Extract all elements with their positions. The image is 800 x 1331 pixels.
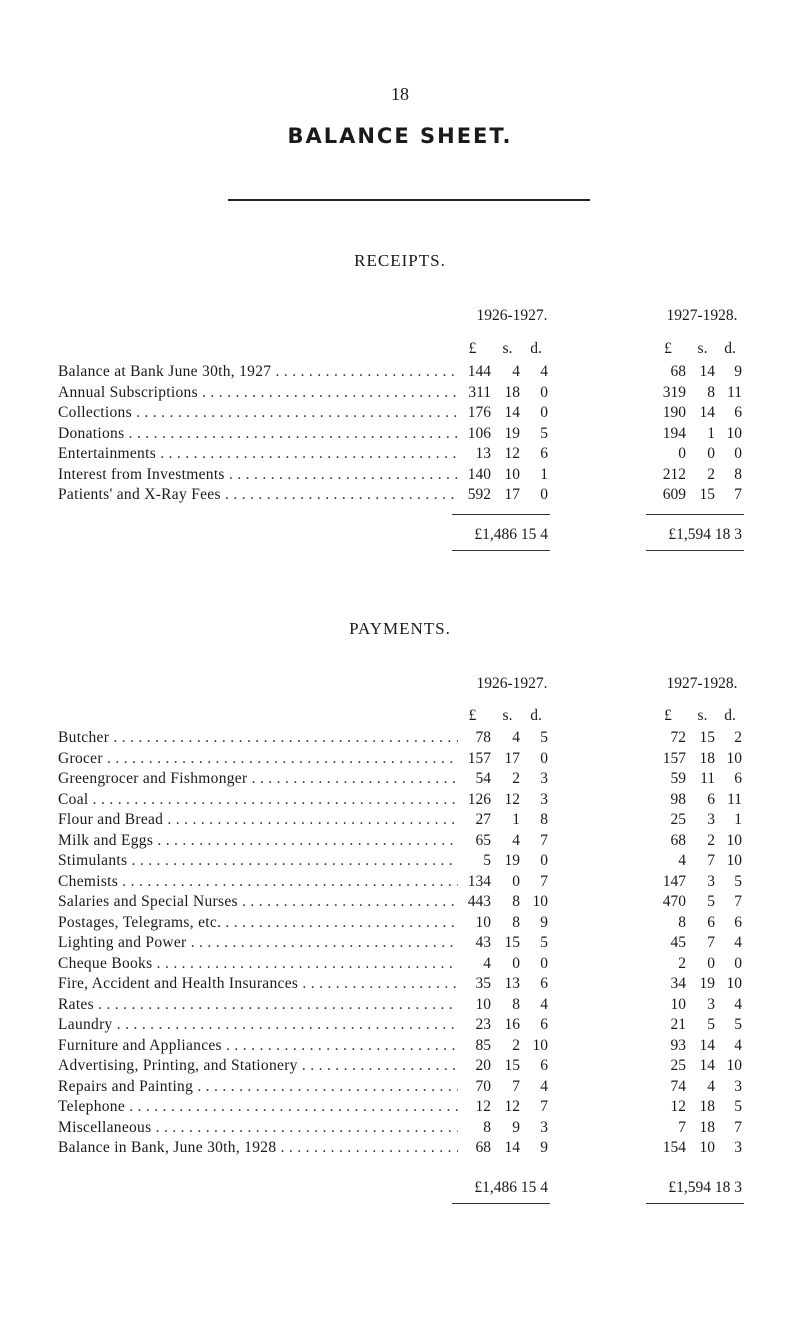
amount-1927-pounds: 190 (662, 404, 686, 421)
row-label: Cheque Books . . . (58, 954, 458, 975)
unit-pounds: £ (664, 340, 672, 357)
amount-1926-shillings: 8 (512, 913, 520, 931)
receipts-year1: 1926-1927. (476, 307, 548, 324)
amount-1927-shillings: 1 (707, 424, 715, 442)
amount-1926-pounds: 85 (475, 1036, 491, 1054)
amount-1927-pounds: 12 (670, 1098, 686, 1115)
amount-1927-pounds: 10 (670, 995, 686, 1013)
page-number: 18 (391, 84, 409, 104)
amount-1927-pounds: 45 (670, 934, 686, 951)
table-row (0, 1097, 800, 1118)
amount-1926-pounds: 10 (475, 995, 491, 1013)
amount-1926-pence: 0 (540, 404, 548, 421)
amount-1926-shillings: 8 (512, 995, 520, 1013)
unit-shillings: s. (502, 707, 513, 724)
amount-1926-pence: 10 (532, 1036, 548, 1054)
amount-1926-pounds: 13 (475, 445, 491, 462)
amount-1927-pounds: 4 (678, 852, 686, 869)
amount-1927-pounds: 21 (670, 1016, 686, 1033)
unit-pence: d. (724, 707, 736, 724)
amount-1926-pence: 0 (540, 954, 548, 972)
table-row (0, 362, 800, 383)
amount-1927-shillings: 3 (707, 872, 715, 890)
amount-1927-pounds: 7 (678, 1118, 686, 1136)
amount-1926-pounds: 20 (475, 1057, 491, 1074)
amount-1926-shillings: 13 (504, 975, 520, 992)
amount-1927-shillings: 2 (707, 465, 715, 483)
amount-1927-pounds: 25 (670, 811, 686, 828)
row-label: Milk and Eggs . . . (58, 831, 458, 852)
table-row (0, 913, 800, 934)
amount-1926-shillings: 12 (504, 1098, 520, 1115)
table-row (0, 810, 800, 831)
row-label: Fire, Accident and Health Insurances . . . (58, 974, 458, 995)
amount-1926-pence: 6 (540, 445, 548, 462)
amount-1926-pence: 10 (532, 893, 548, 910)
receipts-rows (0, 362, 800, 506)
amount-1926-pence: 5 (540, 729, 548, 746)
table-row (0, 383, 800, 404)
amount-1926-pounds: 134 (467, 872, 491, 890)
row-label: Repairs and Painting . . . (58, 1077, 458, 1098)
unit-shillings: s. (697, 340, 708, 357)
amount-1926-pence: 3 (540, 770, 548, 787)
unit-pounds: £ (468, 340, 477, 357)
unit-pence: d. (530, 707, 542, 724)
receipts-units-header (0, 338, 800, 360)
amount-1926-pence: 6 (540, 1016, 548, 1033)
unit-shillings: s. (502, 340, 513, 357)
amount-1927-shillings: 3 (707, 995, 715, 1013)
row-label: Interest from Investments . . . (58, 465, 458, 486)
amount-1927-shillings: 6 (707, 913, 715, 931)
amount-1926-pounds: 157 (467, 749, 491, 767)
amount-1926-pence: 7 (540, 872, 548, 890)
amount-1926-shillings: 4 (512, 729, 520, 746)
amount-1926-pounds: 106 (467, 424, 491, 442)
receipts-total-rule (452, 550, 550, 551)
amount-1927-shillings: 7 (707, 852, 715, 869)
table-row (0, 1138, 800, 1159)
table-row (0, 465, 800, 486)
amount-1926-pence: 0 (540, 383, 548, 401)
amount-1926-pounds: 54 (475, 770, 491, 787)
amount-1927-shillings: 18 (699, 1098, 715, 1115)
amount-1927-pounds: 154 (662, 1139, 686, 1156)
table-row (0, 749, 800, 770)
amount-1927-pounds: 194 (662, 424, 686, 442)
receipts-year2: 1927-1928. (666, 307, 738, 324)
amount-1927-pounds: 0 (678, 445, 686, 462)
unit-pence: d. (724, 340, 736, 357)
amount-1926-pence: 5 (540, 424, 548, 442)
amount-1927-pence: 6 (734, 770, 742, 787)
row-label: Furniture and Appliances . . . (58, 1036, 458, 1057)
amount-1927-pence: 6 (734, 404, 742, 421)
row-label: Greengrocer and Fishmonger . . . (58, 769, 458, 790)
amount-1926-shillings: 16 (504, 1016, 520, 1033)
amount-1927-shillings: 10 (699, 1139, 715, 1156)
amount-1927-pence: 5 (734, 1016, 742, 1033)
amount-1927-pounds: 93 (670, 1036, 686, 1054)
row-label: Entertainments . . . (58, 444, 458, 465)
amount-1926-pence: 3 (540, 1118, 548, 1136)
amount-1926-pounds: 176 (467, 404, 491, 421)
row-label: Laundry . . . (58, 1015, 458, 1036)
unit-pounds: £ (664, 707, 672, 724)
table-row (0, 974, 800, 995)
amount-1927-shillings: 6 (707, 790, 715, 808)
table-row (0, 1118, 800, 1139)
amount-1926-pounds: 4 (483, 954, 491, 972)
row-label: Donations . . . (58, 424, 458, 445)
amount-1926-pounds: 10 (475, 913, 491, 931)
page-title: BALANCE SHEET. (287, 124, 513, 148)
payments-heading: PAYMENTS. (349, 619, 451, 638)
table-row (0, 954, 800, 975)
row-label: Butcher . . . (58, 728, 458, 749)
amount-1927-shillings: 15 (699, 729, 715, 746)
amount-1927-shillings: 0 (707, 954, 715, 972)
amount-1927-shillings: 14 (699, 404, 715, 421)
amount-1926-shillings: 15 (504, 934, 520, 951)
amount-1926-pence: 6 (540, 975, 548, 992)
amount-1926-pounds: 311 (468, 383, 491, 401)
amount-1926-shillings: 4 (512, 831, 520, 849)
amount-1926-shillings: 7 (512, 1077, 520, 1095)
amount-1927-pence: 11 (727, 790, 742, 808)
unit-pounds: £ (468, 707, 477, 724)
amount-1926-pence: 4 (540, 363, 548, 380)
amount-1926-pence: 3 (540, 790, 548, 808)
row-label: Rates . . . (58, 995, 458, 1016)
amount-1926-pounds: 8 (483, 1118, 491, 1136)
amount-1927-pounds: 212 (662, 465, 686, 483)
amount-1927-pence: 7 (734, 893, 742, 910)
table-row (0, 728, 800, 749)
amount-1926-pence: 7 (540, 831, 548, 849)
amount-1927-pounds: 98 (670, 790, 686, 808)
amount-1926-pounds: 23 (475, 1016, 491, 1033)
amount-1926-pence: 1 (540, 465, 548, 483)
amount-1927-pence: 10 (726, 975, 742, 992)
amount-1926-shillings: 0 (512, 872, 520, 890)
amount-1926-pence: 9 (540, 1139, 548, 1156)
table-row (0, 851, 800, 872)
title-rule (228, 199, 590, 201)
amount-1926-pence: 9 (540, 913, 548, 931)
amount-1927-shillings: 19 (699, 975, 715, 992)
amount-1927-pence: 9 (734, 363, 742, 380)
amount-1927-pence: 5 (734, 1098, 742, 1115)
amount-1927-pence: 5 (734, 872, 742, 890)
amount-1926-shillings: 17 (504, 749, 520, 767)
amount-1926-shillings: 2 (512, 770, 520, 787)
amount-1926-pounds: 65 (475, 831, 491, 849)
amount-1926-pounds: 5 (483, 852, 491, 869)
amount-1926-shillings: 4 (512, 363, 520, 380)
amount-1926-shillings: 12 (504, 790, 520, 808)
amount-1926-pounds: 78 (475, 729, 491, 746)
amount-1927-shillings: 18 (699, 749, 715, 767)
receipts-total-row (0, 524, 800, 546)
amount-1926-pounds: 70 (475, 1077, 491, 1095)
amount-1927-pounds: 25 (670, 1057, 686, 1074)
row-label: Salaries and Special Nurses . . . (58, 892, 458, 913)
amount-1927-shillings: 0 (707, 445, 715, 462)
row-label: Flour and Bread . . . (58, 810, 458, 831)
table-row (0, 995, 800, 1016)
amount-1926-shillings: 17 (504, 486, 520, 503)
amount-1926-shillings: 18 (504, 383, 520, 401)
amount-1927-pounds: 34 (670, 975, 686, 992)
payments-section (0, 673, 800, 1205)
receipts-total-rule (646, 550, 744, 551)
amount-1927-pounds: 74 (670, 1077, 686, 1095)
amount-1927-shillings: 8 (707, 383, 715, 401)
amount-1926-shillings: 12 (504, 445, 520, 462)
row-label: Stimulants . . . (58, 851, 458, 872)
amount-1926-pence: 0 (540, 486, 548, 503)
amount-1927-pounds: 59 (670, 770, 686, 787)
payments-year1: 1926-1927. (476, 675, 548, 692)
amount-1926-shillings: 10 (504, 465, 520, 483)
payments-total-rule (452, 1203, 550, 1204)
amount-1927-pounds: 147 (662, 872, 686, 890)
amount-1926-shillings: 14 (504, 404, 520, 421)
amount-1926-pence: 7 (540, 1098, 548, 1115)
payments-total-1926: £1,486 15 4 (474, 1178, 548, 1196)
receipts-total-1926: £1,486 15 4 (474, 525, 548, 543)
table-row (0, 1077, 800, 1098)
amount-1927-shillings: 14 (699, 1057, 715, 1074)
amount-1926-pounds: 592 (467, 486, 491, 503)
payments-year-header (0, 673, 800, 695)
receipts-sum-rule (452, 514, 550, 515)
row-label: Advertising, Printing, and Stationery . . . (58, 1056, 458, 1077)
amount-1927-shillings: 5 (707, 1016, 715, 1033)
amount-1926-shillings: 19 (504, 424, 520, 442)
payments-total-row (0, 1177, 800, 1199)
amount-1927-pounds: 8 (678, 913, 686, 931)
table-row (0, 1036, 800, 1057)
amount-1926-pence: 0 (540, 852, 548, 869)
table-row (0, 933, 800, 954)
receipts-sum-rule (646, 514, 744, 515)
amount-1927-pounds: 72 (670, 729, 686, 746)
amount-1927-pence: 4 (734, 995, 742, 1013)
amount-1927-pence: 4 (734, 1036, 742, 1054)
amount-1927-pence: 1 (734, 811, 742, 828)
amount-1927-pounds: 319 (662, 383, 686, 401)
row-label: Grocer . . . (58, 749, 458, 770)
amount-1926-pounds: 443 (467, 893, 491, 910)
unit-pence: d. (530, 340, 542, 357)
amount-1926-shillings: 15 (504, 1057, 520, 1074)
amount-1927-pence: 7 (734, 1118, 742, 1136)
row-label: Telephone . . . (58, 1097, 458, 1118)
amount-1927-pence: 0 (734, 954, 742, 972)
row-label: Miscellaneous . . . (58, 1118, 458, 1139)
amount-1926-pounds: 140 (467, 465, 491, 483)
table-row (0, 1056, 800, 1077)
receipts-section (0, 305, 800, 552)
amount-1927-pence: 11 (727, 383, 742, 401)
row-label: Lighting and Power . . . (58, 933, 458, 954)
amount-1926-pounds: 27 (475, 811, 491, 828)
amount-1927-pence: 3 (734, 1077, 742, 1095)
receipts-year-header (0, 305, 800, 327)
amount-1927-pence: 7 (734, 486, 742, 503)
amount-1927-shillings: 14 (699, 363, 715, 380)
amount-1926-shillings: 19 (504, 852, 520, 869)
amount-1927-pence: 10 (726, 749, 742, 767)
table-row (0, 424, 800, 445)
amount-1927-pounds: 157 (662, 749, 686, 767)
table-row (0, 444, 800, 465)
amount-1926-pence: 8 (540, 811, 548, 828)
row-label: Collections . . . (58, 403, 458, 424)
amount-1927-shillings: 11 (700, 770, 715, 787)
amount-1927-shillings: 15 (699, 486, 715, 503)
amount-1927-pounds: 68 (670, 363, 686, 380)
table-row (0, 769, 800, 790)
amount-1926-pounds: 126 (467, 790, 491, 808)
amount-1926-shillings: 2 (512, 1036, 520, 1054)
amount-1927-pence: 10 (726, 852, 742, 869)
row-label: Annual Subscriptions . . . (58, 383, 458, 404)
table-row (0, 831, 800, 852)
amount-1926-shillings: 9 (512, 1118, 520, 1136)
receipts-total-1927: £1,594 18 3 (668, 525, 742, 543)
row-label: Balance in Bank, June 30th, 1928 . . . (58, 1138, 458, 1159)
amount-1927-pounds: 68 (670, 831, 686, 849)
amount-1927-pence: 0 (734, 445, 742, 462)
row-label: Balance at Bank June 30th, 1927 . . . (58, 362, 458, 383)
amount-1926-pence: 5 (540, 934, 548, 951)
amount-1927-shillings: 4 (707, 1077, 715, 1095)
amount-1927-shillings: 14 (699, 1036, 715, 1054)
row-label: Chemists . . . (58, 872, 458, 893)
payments-year2: 1927-1928. (666, 675, 738, 692)
amount-1927-shillings: 5 (707, 893, 715, 910)
amount-1927-pence: 10 (726, 1057, 742, 1074)
row-label: Postages, Telegrams, etc. . . . (58, 913, 458, 934)
payments-total-1927: £1,594 18 3 (668, 1178, 742, 1196)
amount-1926-pounds: 12 (475, 1098, 491, 1115)
amount-1927-pence: 8 (734, 465, 742, 483)
payments-total-rule (646, 1203, 744, 1204)
amount-1926-shillings: 1 (512, 811, 520, 828)
amount-1926-pounds: 68 (475, 1139, 491, 1156)
amount-1926-pence: 4 (540, 995, 548, 1013)
payments-units-header (0, 705, 800, 727)
amount-1927-pounds: 609 (662, 486, 686, 503)
row-label: Coal . . . (58, 790, 458, 811)
receipts-heading: RECEIPTS. (354, 251, 446, 270)
amount-1927-pence: 6 (734, 913, 742, 931)
amount-1926-pounds: 43 (475, 934, 491, 951)
table-row (0, 790, 800, 811)
amount-1927-pence: 2 (734, 729, 742, 746)
amount-1926-pence: 0 (540, 749, 548, 767)
amount-1926-shillings: 0 (512, 954, 520, 972)
amount-1927-shillings: 3 (707, 811, 715, 828)
amount-1926-pence: 4 (540, 1077, 548, 1095)
amount-1927-shillings: 18 (699, 1118, 715, 1136)
payments-rows (0, 728, 800, 1159)
amount-1926-pence: 6 (540, 1057, 548, 1074)
amount-1926-pounds: 144 (467, 363, 491, 380)
amount-1927-pence: 10 (726, 424, 742, 442)
amount-1927-shillings: 7 (707, 934, 715, 951)
amount-1927-pence: 4 (734, 934, 742, 951)
amount-1926-shillings: 14 (504, 1139, 520, 1156)
table-row (0, 892, 800, 913)
amount-1927-pounds: 470 (662, 893, 686, 910)
amount-1926-pounds: 35 (475, 975, 491, 992)
amount-1927-pence: 10 (726, 831, 742, 849)
table-row (0, 485, 800, 506)
amount-1927-pence: 3 (734, 1139, 742, 1156)
table-row (0, 403, 800, 424)
table-row (0, 872, 800, 893)
amount-1927-shillings: 2 (707, 831, 715, 849)
amount-1926-shillings: 8 (512, 893, 520, 910)
table-row (0, 1015, 800, 1036)
row-label: Patients' and X-Ray Fees . . . (58, 485, 458, 506)
unit-shillings: s. (697, 707, 708, 724)
amount-1927-pounds: 2 (678, 954, 686, 972)
